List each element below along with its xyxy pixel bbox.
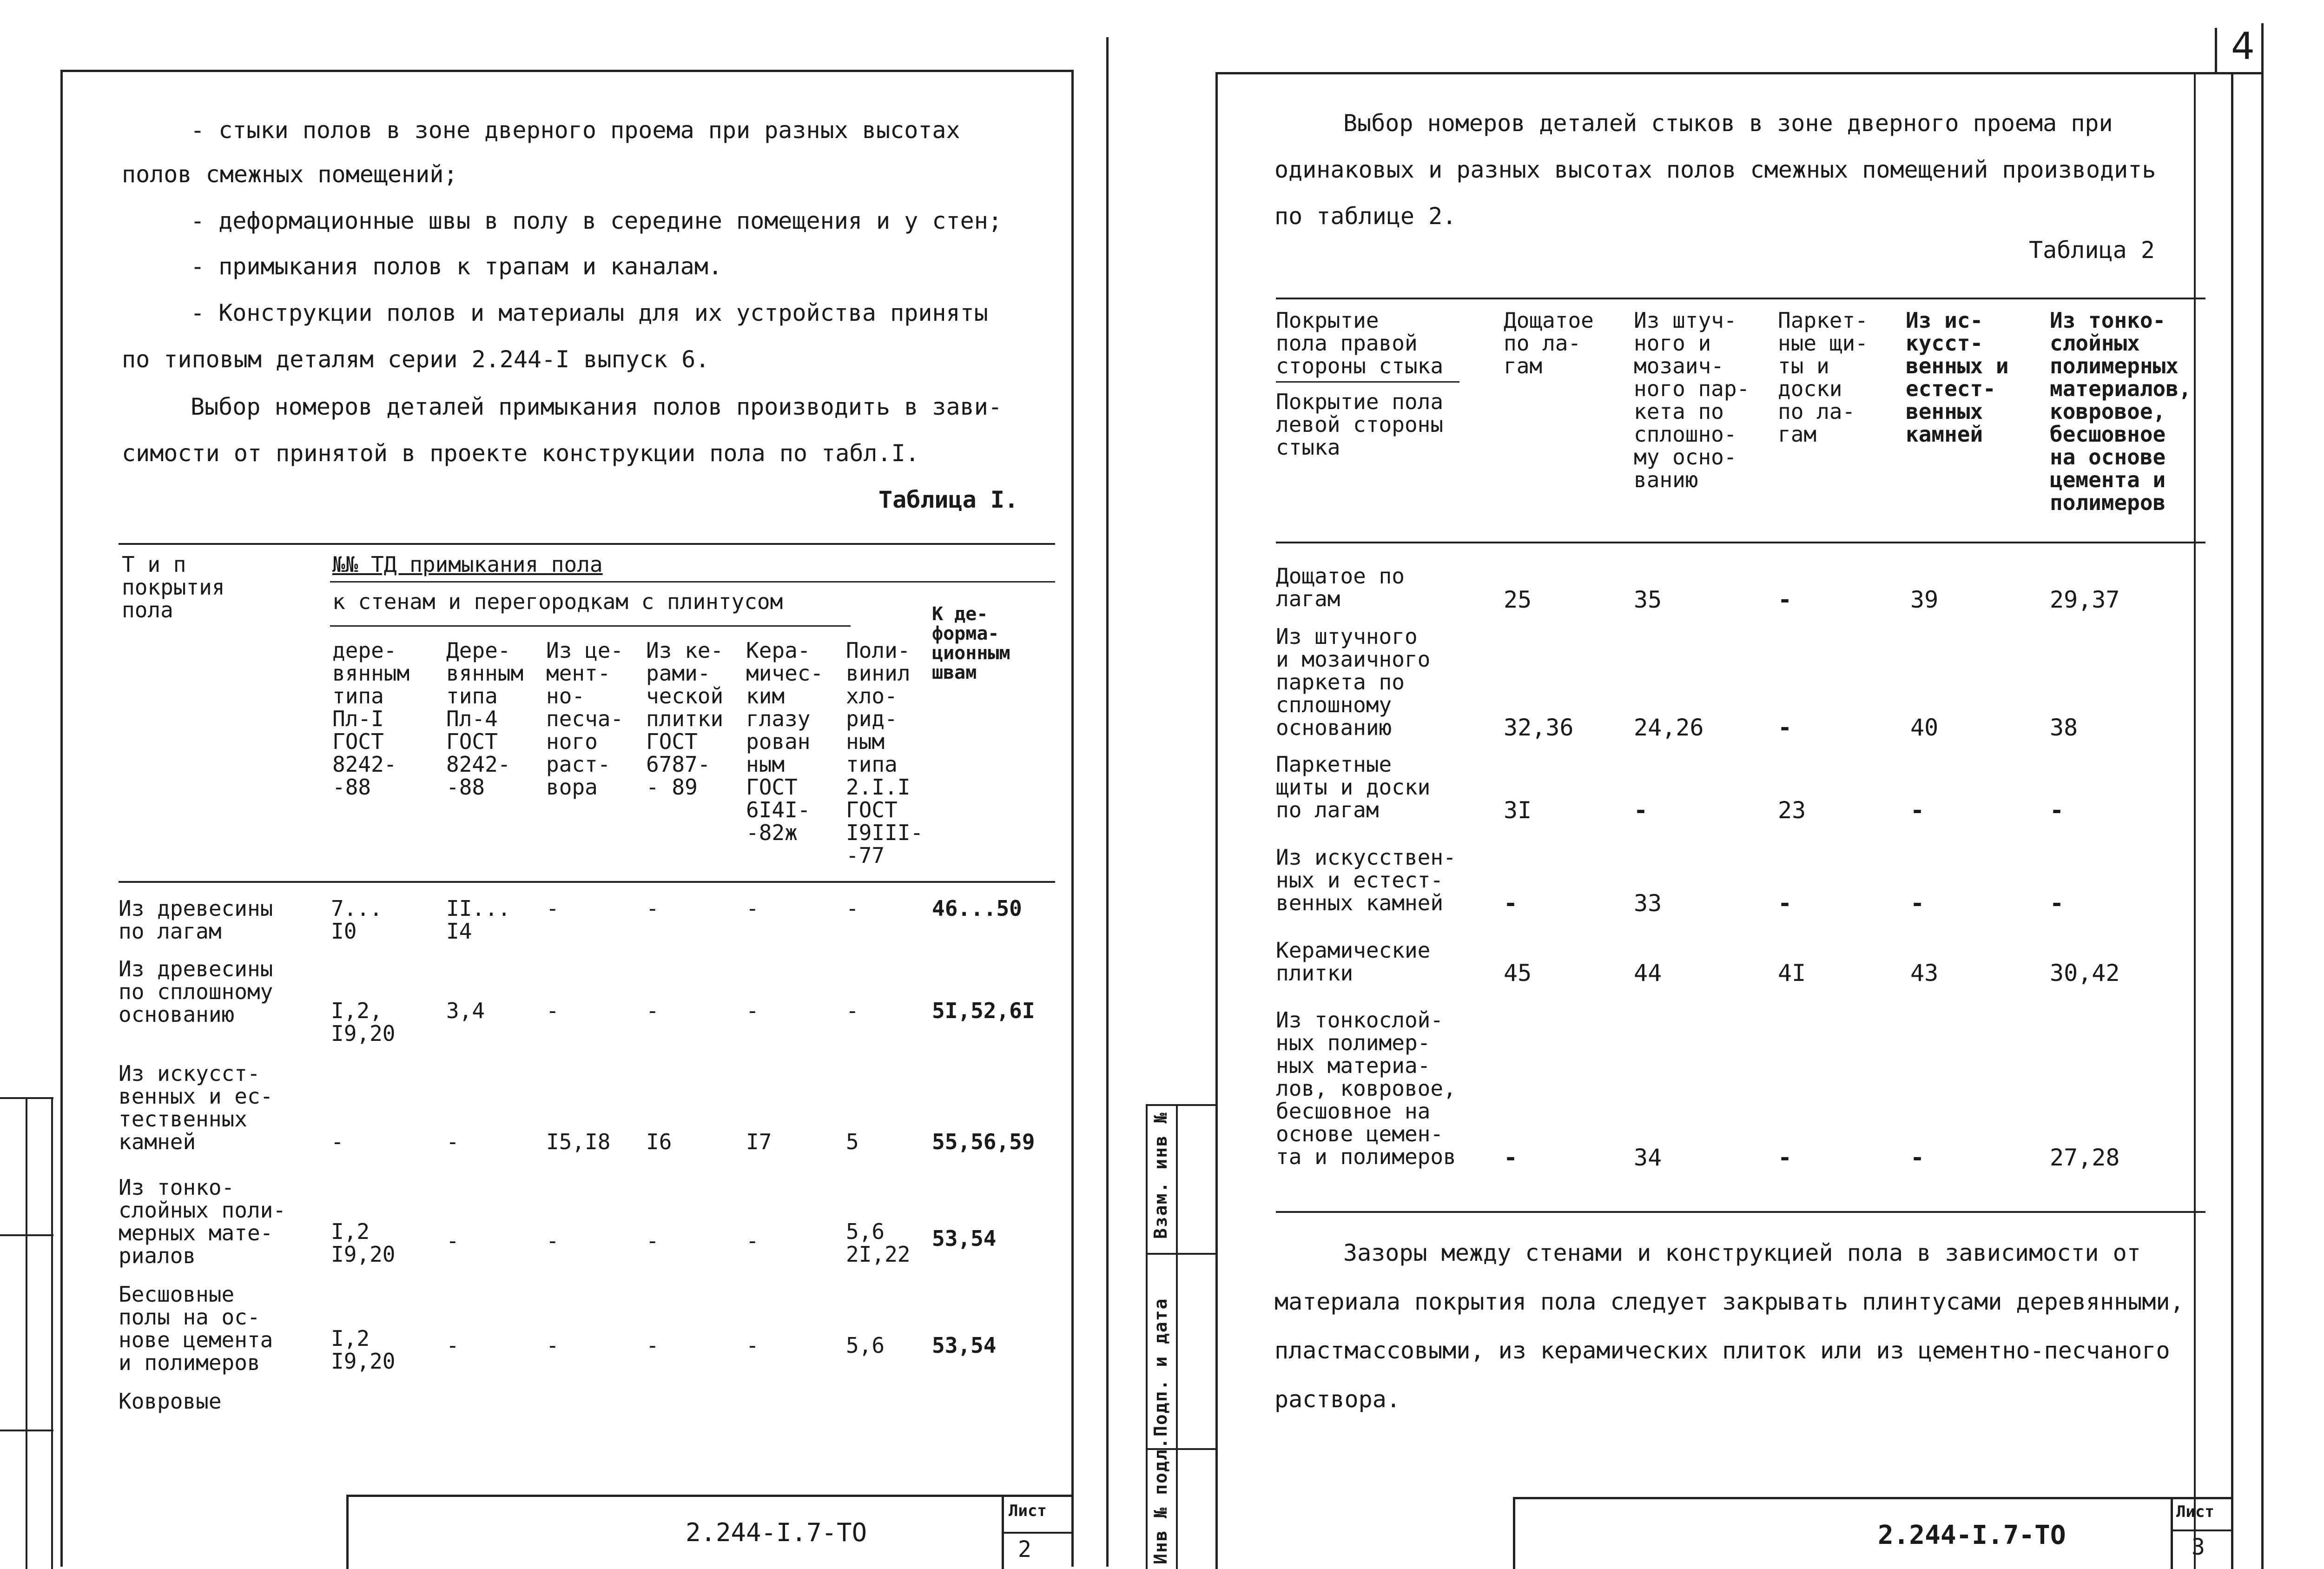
left-paragraph-8: симости от принятой в проекте конструкции пола по табл.I. (122, 440, 919, 467)
cell-col7: 53,54 (932, 1333, 997, 1358)
cell-col1: I,2 I9,20 (331, 1326, 396, 1374)
left-paragraph-1: - стыки полов в зоне дверного проема при разных высотах (191, 117, 960, 144)
left-paragraph-3: - деформационные швы в полу в середине помещения и у стен; (191, 207, 1002, 234)
cell-col3: - (1778, 714, 1792, 741)
cell-col3: - (1778, 586, 1792, 613)
cell-col2: - (1634, 797, 1648, 824)
cell-col7: 46...50 (932, 896, 1022, 921)
cell-col2: 44 (1634, 960, 1662, 986)
closing-line-2: материала покрытия пола следует закрывать плинтусами деревянными, (1274, 1288, 2184, 1315)
table2-header-left-side: Покрытие пола левой стороны стыка (1276, 389, 1444, 460)
row-label: Керамические плитки (1276, 938, 1431, 986)
table1-caption: Таблица I. (878, 486, 1019, 513)
left-stamp-code: 2.244-I.7-ТО (686, 1518, 867, 1547)
cell-col4: - (646, 1333, 659, 1358)
strip-label-replaced-inv: Взам. инв № (1150, 1112, 1171, 1239)
cell-col5: - (2050, 890, 2064, 917)
page-number: 4 (2231, 25, 2255, 68)
row-label: Из искусст- венных и ес- тественных камней (119, 1061, 273, 1154)
table2-header-col1: Дощатое по ла- гам (1504, 308, 1594, 378)
stamp-border (346, 1495, 1071, 1497)
row-label: Из древесины по лагам (119, 896, 273, 944)
table1-header-col1: дере- вянным типа Пл-I ГОСТ 8242- -88 (332, 638, 410, 800)
row-label: Из тонкослой- ных полимер- ных материа- лов, ковровое, бесшовное на основе цемен- та и полимеров (1276, 1007, 1456, 1169)
cell-col4: I6 (646, 1129, 672, 1154)
cell-col4: - (1910, 797, 1925, 824)
cell-col2: 34 (1634, 1144, 1662, 1171)
table2-header-col3: Паркет- ные щи- ты и доски по ла- гам (1778, 308, 1868, 447)
table2-caption: Таблица 2 (2029, 237, 2155, 264)
right-paragraph-1: Выбор номеров деталей стыков в зоне дверного проема при (1343, 110, 2113, 137)
cell-col5: 29,37 (2050, 586, 2120, 613)
cell-col2: II... I4 (446, 896, 511, 944)
cell-col2: 33 (1634, 890, 1662, 917)
cell-col1: - (1504, 890, 1518, 917)
cell-col3: - (546, 998, 559, 1023)
table1-header-col3: Из це- мент- но- песча- ного раст- вора (546, 638, 624, 800)
cell-col3: - (1778, 890, 1792, 917)
cell-col1: 3I (1504, 797, 1532, 824)
left-paragraph-7: Выбор номеров деталей примыкания полов производить в зави- (191, 393, 1002, 420)
cell-col6: 5 (846, 1129, 859, 1154)
table1-header-col2: Дере- вянным типа Пл-4 ГОСТ 8242- -88 (446, 638, 524, 800)
cell-col5: - (746, 896, 759, 921)
table1-header-deform: К де- форма- ционным швам (932, 603, 1010, 683)
cell-col5: - (746, 1228, 759, 1253)
cell-col3: I5,I8 (546, 1129, 611, 1154)
left-sheet-label: Лист (1009, 1502, 1047, 1520)
row-label: Из искусствен- ных и естест- венных камней (1276, 845, 1456, 915)
row-label: Из тонко- слойных поли- мерных мате- риалов (119, 1175, 286, 1268)
cell-col3: - (546, 1333, 559, 1358)
closing-line-1: Зазоры между стенами и конструкцией пола в зависимости от (1343, 1239, 2141, 1266)
table2-header-col4: Из ис- кусст- венных и естест- венных камней (1906, 308, 2009, 447)
cell-col3: - (546, 896, 559, 921)
cell-col5: 27,28 (2050, 1144, 2120, 1171)
cell-col7: 55,56,59 (932, 1129, 1035, 1154)
cell-col5: - (746, 1333, 759, 1358)
table1-header-subgroup: к стенам и перегородкам с плинтусом (332, 589, 783, 614)
cell-col6: 5,6 2I,22 (846, 1219, 911, 1267)
table2-header-col2: Из штуч- ного и мозаич- ного пар- кета по сплошно- му осно- ванию (1634, 308, 1750, 492)
cell-col1: 45 (1504, 960, 1532, 986)
cell-col1: 25 (1504, 586, 1532, 613)
cell-col3: 4I (1778, 960, 1806, 986)
right-paragraph-2: одинаковых и разных высотах полов смежных помещений производить (1274, 156, 2156, 183)
cell-col5: - (2050, 797, 2064, 824)
cell-col1: I,2, I9,20 (331, 998, 396, 1046)
cell-col2: 24,26 (1634, 714, 1704, 741)
cell-col4: 40 (1910, 714, 1939, 741)
row-label: Дощатое по лагам (1276, 563, 1405, 611)
strip-label-sign-date: Подп. и дата (1150, 1298, 1171, 1437)
cell-col6: - (846, 998, 859, 1023)
cell-col2: - (446, 1129, 459, 1154)
strip-label-inv-orig: Инв № подл. (1150, 1437, 1171, 1564)
cell-col6: - (846, 896, 859, 921)
cell-col5: I7 (746, 1129, 772, 1154)
cell-col7: 53,54 (932, 1226, 997, 1251)
left-sheet-number: 2 (1018, 1536, 1031, 1562)
left-paragraph-4: - примыкания полов к трапам и каналам. (191, 253, 722, 280)
row-label: Ковровые (119, 1389, 222, 1414)
left-paragraph-2: полов смежных помещений; (122, 161, 458, 188)
cell-col3: - (546, 1228, 559, 1253)
table1-header-type: Т и п покрытия пола (122, 552, 225, 622)
cell-col3: - (1778, 1144, 1792, 1171)
table1-header-group: №№ ТД примыкания пола (332, 552, 603, 577)
table1-header-col4: Из ке- рами- ческой плитки ГОСТ 6787- - 89 (646, 638, 724, 800)
cell-col1: 32,36 (1504, 714, 1574, 741)
cell-col4: - (1910, 890, 1925, 917)
row-label: Бесшовные полы на ос- нове цемента и полимеров (119, 1282, 273, 1375)
right-sheet-label: Лист (2176, 1503, 2214, 1521)
cell-col1: - (1504, 1144, 1518, 1171)
cell-col4: 43 (1910, 960, 1939, 986)
cell-col1: - (331, 1129, 344, 1154)
cell-col5: 30,42 (2050, 960, 2120, 986)
table2-header-col5: Из тонко- слойных полимерных материалов, ковровое, бесшовное на основе цемента и полимеров (2050, 308, 2192, 515)
right-stamp-code: 2.244-I.7-ТО (1878, 1520, 2066, 1550)
right-sheet-number: 3 (2192, 1534, 2205, 1560)
left-paragraph-5: - Конструкции полов и материалы для их устройства приняты (191, 299, 988, 326)
table1-header-col6: Поли- винил хло- рид- ным типа 2.I.I ГОСТ I9III- -77 (846, 638, 924, 868)
cell-col2: - (446, 1333, 459, 1358)
closing-line-3: пластмассовыми, из керамических плиток или из цементно-песчаного (1274, 1337, 2170, 1364)
cell-col2: 3,4 (446, 998, 485, 1023)
right-paragraph-3: по таблице 2. (1274, 203, 1457, 230)
cell-col1: 7... I0 (331, 896, 383, 944)
table1-header-col5: Кера- мичес- ким глазу рован ным ГОСТ 6I4I- -82ж (746, 638, 824, 845)
stamp-border (1513, 1497, 2233, 1499)
row-label: Паркетные щиты и доски по лагам (1276, 752, 1431, 822)
cell-col4: - (1910, 1144, 1925, 1171)
closing-line-4: раствора. (1274, 1386, 1400, 1413)
cell-col5: - (746, 998, 759, 1023)
cell-col4: - (646, 1228, 659, 1253)
cell-col6: 5,6 (846, 1333, 885, 1358)
table2-header-right-side: Покрытие пола правой стороны стыка (1276, 308, 1444, 378)
cell-col7: 5I,52,6I (932, 998, 1035, 1023)
cell-col4: - (646, 998, 659, 1023)
cell-col2: 35 (1634, 586, 1662, 613)
cell-col2: - (446, 1228, 459, 1253)
left-paragraph-6: по типовым деталям серии 2.244-I выпуск 6. (122, 346, 710, 373)
cell-col3: 23 (1778, 797, 1806, 824)
cell-col1: I,2 I9,20 (331, 1219, 396, 1267)
cell-col5: 38 (2050, 714, 2078, 741)
cell-col4: - (646, 896, 659, 921)
row-label: Из штучного и мозаичного паркета по сплошному основанию (1276, 624, 1431, 740)
cell-col4: 39 (1910, 586, 1939, 613)
row-label: Из древесины по сплошному основанию (119, 956, 273, 1027)
